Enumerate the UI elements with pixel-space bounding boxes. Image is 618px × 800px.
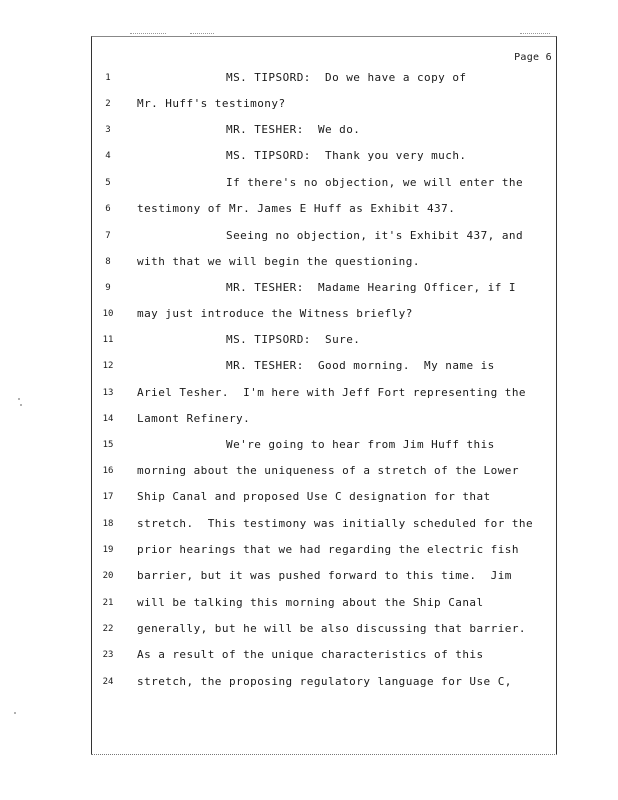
line-text: stretch, the proposing regulatory language for Use C, xyxy=(137,675,512,688)
transcript-line xyxy=(0,201,618,217)
page-bottom-rule xyxy=(91,754,557,755)
line-text: Ship Canal and proposed Use C designation for that xyxy=(137,490,491,503)
line-number: 13 xyxy=(102,388,114,398)
line-number: 12 xyxy=(102,361,114,371)
line-number: 8 xyxy=(105,257,111,267)
transcript-line xyxy=(0,595,618,611)
transcript-line xyxy=(0,332,618,348)
transcript-line xyxy=(0,568,618,584)
line-text: will be talking this morning about the Ship Canal xyxy=(137,596,484,609)
transcript-line xyxy=(0,175,618,191)
transcript-line xyxy=(0,358,618,374)
line-text: prior hearings that we had regarding the electric fish xyxy=(137,543,519,556)
line-number: 3 xyxy=(105,125,111,135)
transcript-line xyxy=(0,228,618,244)
page-number: Page 6 xyxy=(514,52,552,63)
line-text: MR. TESHER: Madame Hearing Officer, if I xyxy=(226,281,516,294)
transcript-line xyxy=(0,70,618,86)
line-number: 10 xyxy=(102,309,114,319)
line-number: 1 xyxy=(105,73,111,83)
line-number: 11 xyxy=(102,335,114,345)
line-text: may just introduce the Witness briefly? xyxy=(137,307,413,320)
transcript-line xyxy=(0,411,618,427)
line-number: 6 xyxy=(105,204,111,214)
transcript-line xyxy=(0,674,618,690)
transcript-line xyxy=(0,385,618,401)
line-text: MS. TIPSORD: Thank you very much. xyxy=(226,149,467,162)
transcript-line xyxy=(0,148,618,164)
line-number: 16 xyxy=(102,466,114,476)
line-text: MR. TESHER: We do. xyxy=(226,123,361,136)
transcript-line xyxy=(0,489,618,505)
scan-speckle xyxy=(20,404,22,406)
line-text: MS. TIPSORD: Sure. xyxy=(226,333,361,346)
line-text: generally, but he will be also discussing that barrier. xyxy=(137,622,526,635)
line-number: 22 xyxy=(102,624,114,634)
transcript-line xyxy=(0,437,618,453)
transcript-line xyxy=(0,516,618,532)
transcript-line xyxy=(0,306,618,322)
line-number: 2 xyxy=(105,99,111,109)
line-number: 20 xyxy=(102,571,114,581)
line-text: As a result of the unique characteristics of this xyxy=(137,648,484,661)
line-number: 7 xyxy=(105,231,111,241)
line-number: 4 xyxy=(105,151,111,161)
line-text: Lamont Refinery. xyxy=(137,412,251,425)
scan-speckle xyxy=(14,712,16,714)
line-number: 24 xyxy=(102,677,114,687)
line-number: 19 xyxy=(102,545,114,555)
line-number: 9 xyxy=(105,283,111,293)
line-number: 18 xyxy=(102,519,114,529)
line-number: 21 xyxy=(102,598,114,608)
transcript-line xyxy=(0,96,618,112)
line-text: testimony of Mr. James E Huff as Exhibit 437. xyxy=(137,202,456,215)
transcript-line xyxy=(0,280,618,296)
line-text: with that we will begin the questioning. xyxy=(137,255,420,268)
transcript-line xyxy=(0,122,618,138)
scan-top-mark xyxy=(520,33,550,34)
transcript-line xyxy=(0,647,618,663)
line-text: barrier, but it was pushed forward to this time. Jim xyxy=(137,569,512,582)
scan-top-mark xyxy=(190,33,214,34)
transcript-line xyxy=(0,463,618,479)
line-text: We're going to hear from Jim Huff this xyxy=(226,438,495,451)
line-text: Seeing no objection, it's Exhibit 437, and xyxy=(226,229,524,242)
transcript-line xyxy=(0,621,618,637)
line-text: Ariel Tesher. I'm here with Jeff Fort representing the xyxy=(137,386,526,399)
line-text: MR. TESHER: Good morning. My name is xyxy=(226,359,495,372)
line-number: 14 xyxy=(102,414,114,424)
line-number: 5 xyxy=(105,178,111,188)
transcript-line xyxy=(0,254,618,270)
line-number: 23 xyxy=(102,650,114,660)
line-text: morning about the uniqueness of a stretch of the Lower xyxy=(137,464,519,477)
transcript-line xyxy=(0,542,618,558)
line-text: If there's no objection, we will enter the xyxy=(226,176,524,189)
line-text: stretch. This testimony was initially scheduled for the xyxy=(137,517,534,530)
scan-top-mark xyxy=(130,33,166,34)
line-text: Mr. Huff's testimony? xyxy=(137,97,286,110)
line-number: 17 xyxy=(102,492,114,502)
line-text: MS. TIPSORD: Do we have a copy of xyxy=(226,71,467,84)
line-number: 15 xyxy=(102,440,114,450)
